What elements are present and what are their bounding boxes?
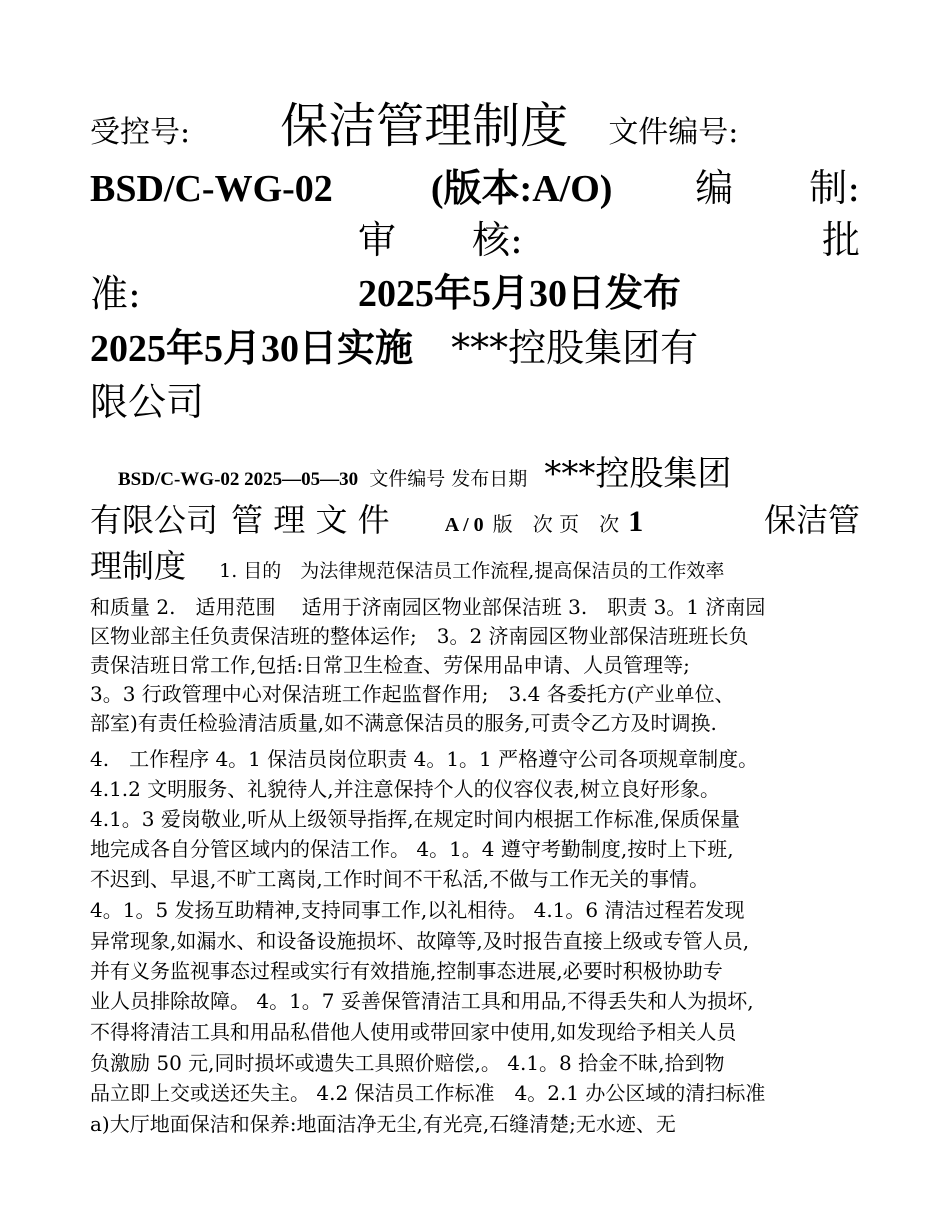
document-code: BSD/C-WG-02 <box>90 168 333 210</box>
body-line: 业人员排除故障。 4。1。7 妥善保管清洁工具和用品,不得丢失和人为损坏, <box>90 989 754 1013</box>
cover-line-1 <box>90 98 860 155</box>
version-page-label: 版 次 页 次 <box>492 512 620 536</box>
body-line: 和质量 2. 适用范围 适用于济南园区物业部保洁班 3. 职责 3。1 济南园 <box>90 595 766 619</box>
header-company-part2: 有限公司 <box>90 501 219 539</box>
header-company-part1: ***控股集团 <box>544 454 732 494</box>
header-version: A / 0 <box>444 514 484 536</box>
approve-label-part1: 批 <box>821 218 860 262</box>
body-line: 不迟到、早退,不旷工离岗,工作时间不干私活,不做与工作无关的事情。 <box>90 867 710 891</box>
body-line: 负激励 50 元,同时损坏或遗失工具照价赔偿,。 4.1。8 拾金不昧,拾到物 <box>90 1051 725 1075</box>
company-name-part1: ***控股集团有 <box>451 326 699 370</box>
body-line: 4。1。5 发扬互助精神,支持同事工作,以礼相待。 4.1。6 清洁过程若发现 <box>90 898 745 922</box>
body-line: 责保洁班日常工作,包括:日常卫生检查、劳保用品申请、人员管理等; <box>90 653 690 677</box>
body-line: 异常现象,如漏水、和设备设施损坏、故障等,及时报告直接上级或专管人员, <box>90 929 750 953</box>
cover-line-5 <box>90 326 860 371</box>
body-line: 并有义务监视事态过程或实行有效措施,控制事态进展,必要时积极协助专 <box>90 959 723 983</box>
file-number-label: 文件编号: <box>608 115 739 150</box>
body-line: 4.1。3 爱岗敬业,听从上级领导指挥,在规定时间内根据工作标准,保质保量 <box>90 807 740 831</box>
body-line: 4. 工作程序 4。1 保洁员岗位职责 4。1。1 严格遵守公司各项规章制度。 <box>90 747 759 771</box>
doc-header-line-1 <box>90 452 860 502</box>
body-line: 品立即上交或送还失主。 4.2 保洁员工作标准 4。2.1 办公区域的清扫标准 <box>90 1081 766 1105</box>
header-title-part2: 理制度 <box>90 547 187 585</box>
cover-line-4 <box>90 272 860 316</box>
control-number-label: 受控号: <box>90 115 191 150</box>
body-line: 不得将清洁工具和用品私借他人使用或带回家中使用,如发现给予相关人员 <box>90 1020 737 1044</box>
review-label: 审 核: <box>358 218 523 262</box>
page-number: 1 <box>628 505 644 538</box>
publish-date: 2025年5月30日发布 <box>358 273 682 315</box>
body-line: a)大厅地面保洁和保养:地面洁净无尘,有光亮,石缝清楚;无水迹、无 <box>90 1112 676 1136</box>
version-label: (版本:A/O) <box>430 168 613 210</box>
body-line: 1. 目的 为法律规范保洁员工作流程,提高保洁员的工作效率 <box>219 560 725 582</box>
cover-line-2 <box>90 166 860 211</box>
body-line: 3。3 行政管理中心对保洁班工作起监督作用; 3.4 各委托方(产业单位、 <box>90 682 735 706</box>
body-line: 区物业部主任负责保洁班的整体运作; 3。2 济南园区物业部保洁班班长负 <box>90 624 749 648</box>
doc-header-line-3 <box>90 544 860 594</box>
document-title: 保洁管理制度 <box>280 98 569 154</box>
effective-date: 2025年5月30日实施 <box>90 328 414 370</box>
approve-label-part2: 准: <box>90 272 141 316</box>
company-name-part2: 限公司 <box>90 380 205 424</box>
body-line: 部室)有责任检验清洁质量,如不满意保洁员的服务,可责令乙方及时调换. <box>90 711 717 735</box>
doc-code-date: BSD/C-WG-02 2025—05—30 <box>118 469 359 490</box>
compile-label: 编 制: <box>695 166 860 210</box>
file-number-date-label: 文件编号 发布日期 <box>369 468 528 490</box>
cover-line-6 <box>90 380 860 424</box>
body-line: 地完成各自分管区域内的保洁工作。 4。1。4 遵守考勤制度,按时上下班, <box>90 837 734 861</box>
header-title-part1: 保洁管 <box>763 501 860 539</box>
management-document-label: 管 理 文 件 <box>231 501 390 539</box>
doc-header-line-2 <box>90 498 860 548</box>
cover-line-3 <box>90 218 860 262</box>
body-line: 4.1.2 文明服务、礼貌待人,并注意保持个人的仪容仪表,树立良好形象。 <box>90 777 720 801</box>
